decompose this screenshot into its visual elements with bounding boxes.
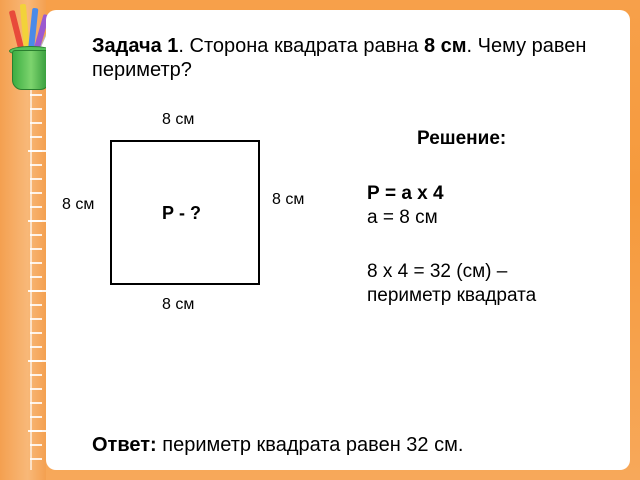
task-label: Задача 1 bbox=[92, 35, 179, 57]
answer-label: Ответ: bbox=[92, 434, 157, 456]
task-text-before: . Сторона квадрата равна bbox=[178, 35, 424, 57]
square-left-label: 8 см bbox=[62, 196, 95, 213]
task-text-after: . Чему равен периметр? bbox=[92, 35, 587, 81]
answer-line bbox=[92, 434, 463, 457]
answer-text: периметр квадрата равен 32 см. bbox=[156, 434, 464, 456]
solution-given: а = 8 см bbox=[367, 207, 438, 228]
solution-calc: 8 х 4 = 32 (см) – bbox=[367, 261, 508, 282]
ruler-icon bbox=[30, 80, 42, 470]
square-top-label: 8 см bbox=[162, 111, 195, 128]
perimeter-question: Р - ? bbox=[162, 203, 201, 223]
square-right-label: 8 см bbox=[272, 191, 305, 208]
task-value: 8 см bbox=[423, 35, 467, 57]
solution-title: Решение: bbox=[417, 128, 507, 149]
solution-calc-note: периметр квадрата bbox=[367, 285, 537, 306]
slide-card bbox=[46, 10, 630, 470]
task-statement bbox=[92, 34, 592, 82]
solution-formula: Р = а х 4 bbox=[367, 183, 444, 204]
square-bottom-label: 8 см bbox=[162, 296, 195, 313]
